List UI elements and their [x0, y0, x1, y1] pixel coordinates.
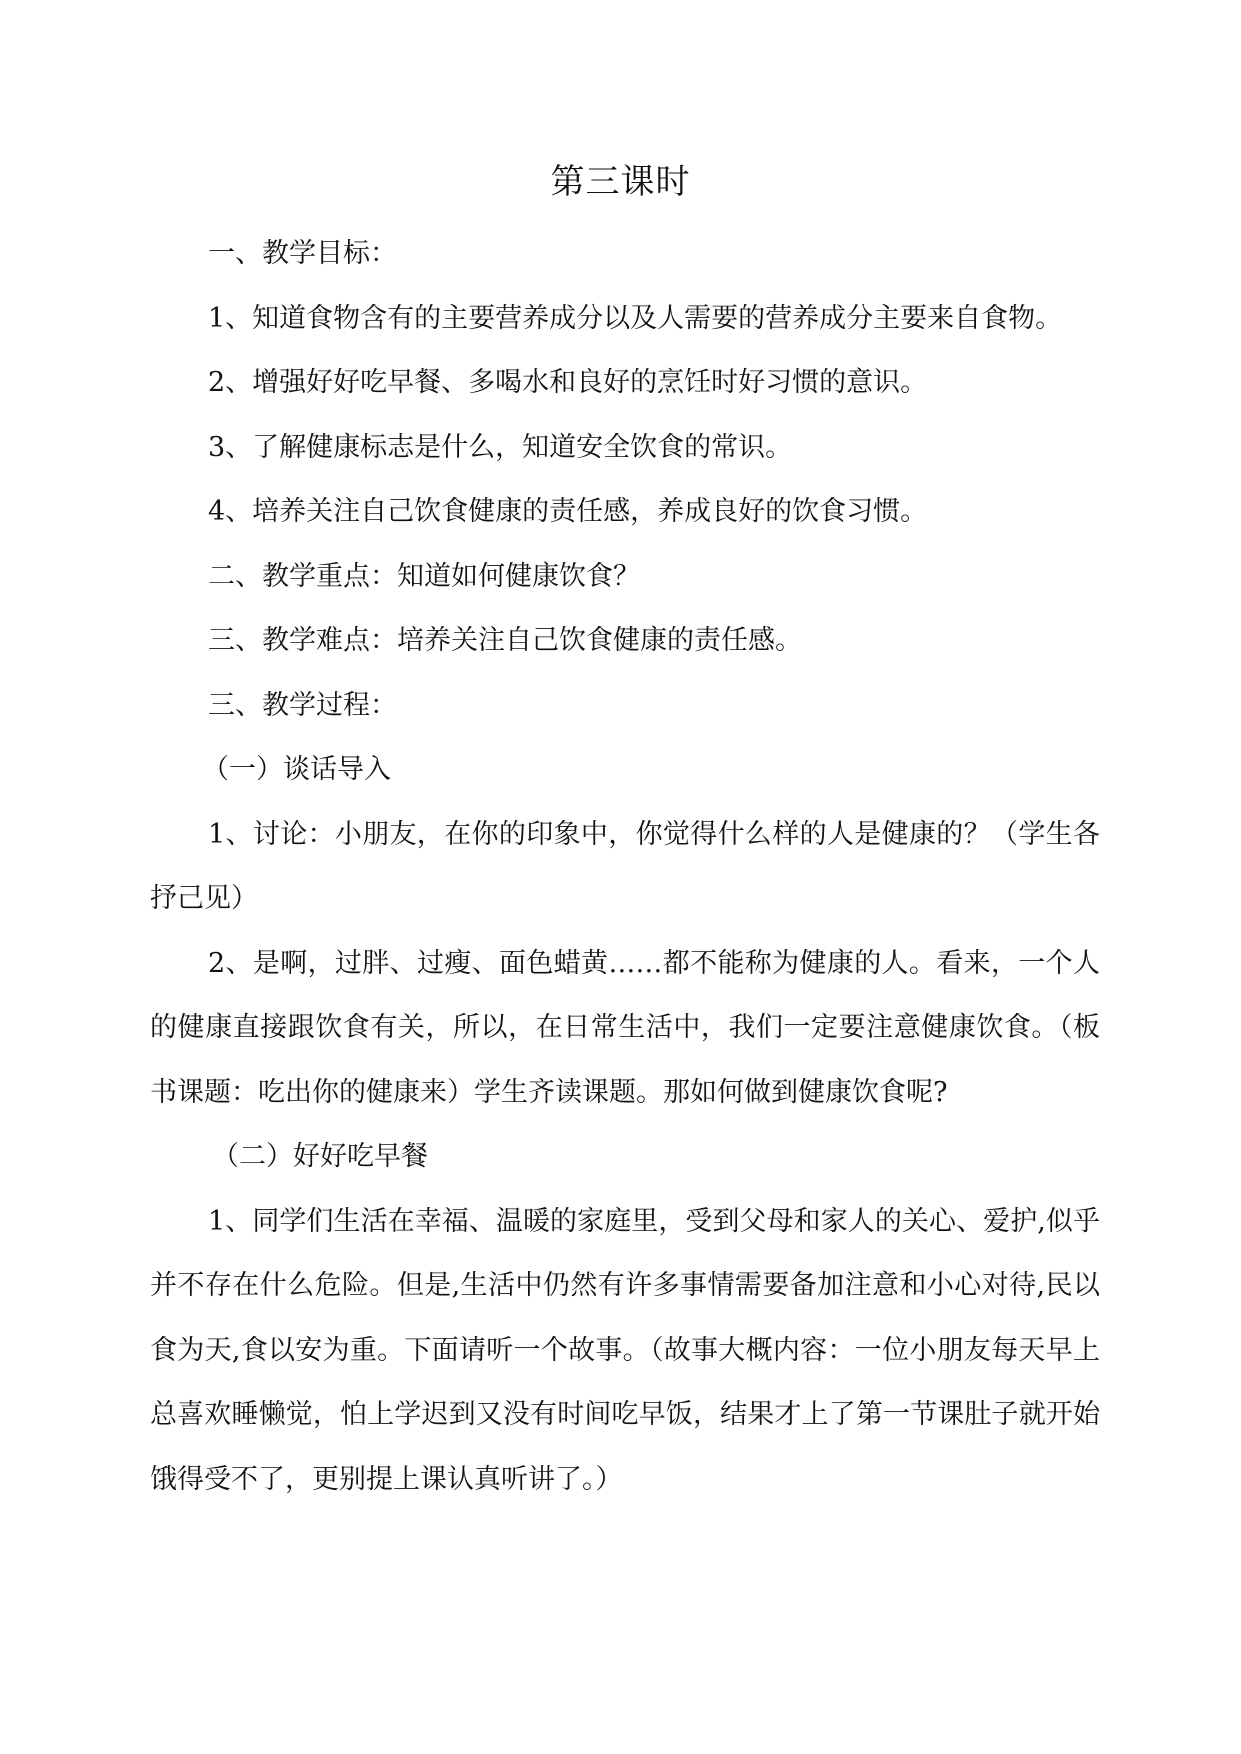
page-title: 第三课时	[550, 162, 691, 202]
document-body	[150, 222, 1100, 1512]
process-heading: 三、教学过程：	[208, 689, 397, 721]
objective-2: 2、增强好好吃早餐、多喝水和良好的烹饪时好习惯的意识。	[208, 367, 928, 398]
difficulty: 三、教学难点：培养关注自己饮食健康的责任感。	[208, 625, 802, 656]
key-point: 二、教学重点：知道如何健康饮食？	[208, 560, 640, 592]
objective-3: 3、了解健康标志是什么，知道安全饮食的常识。	[208, 431, 793, 463]
objective-1: 1、知道食物含有的主要营养成分以及人需要的营养成分主要来自食物。	[208, 302, 1063, 334]
paragraph-story: 1、同学们生活在幸福、温暖的家庭里，受到父母和家人的关心、爱护,似乎并不存在什么危险。但是,生活中仍然有许多事情需要备加注意和小心对待,民以食为天,食以安为重。下面请听一个故事。（故事大概内容：一位小朋友每天早上总喜欢睡懒觉，怕上学迟到又没有时间吃早饭，结果才上了第一节课肚子就开始饿得受不了，更别提上课认真听讲了。）	[150, 1205, 1100, 1495]
paragraph-discussion: 1、讨论：小朋友，在你的印象中，你觉得什么样的人是健康的？（学生各抒己见）	[150, 818, 1100, 914]
objectives-heading: 一、教学目标：	[208, 238, 397, 269]
section-2-heading: （二）好好吃早餐	[212, 1141, 428, 1172]
paragraph-health: 2、是啊，过胖、过瘦、面色蜡黄……都不能称为健康的人。看来，一个人的健康直接跟饮食有关，所以，在日常生活中，我们一定要注意健康饮食。（板书课题：吃出你的健康来）学生齐读课题。那如何做到健康饮食呢?	[150, 947, 1100, 1108]
objective-4: 4、培养关注自己饮食健康的责任感，养成良好的饮食习惯。	[208, 496, 928, 527]
section-1-heading: （一）谈话导入	[202, 754, 391, 785]
